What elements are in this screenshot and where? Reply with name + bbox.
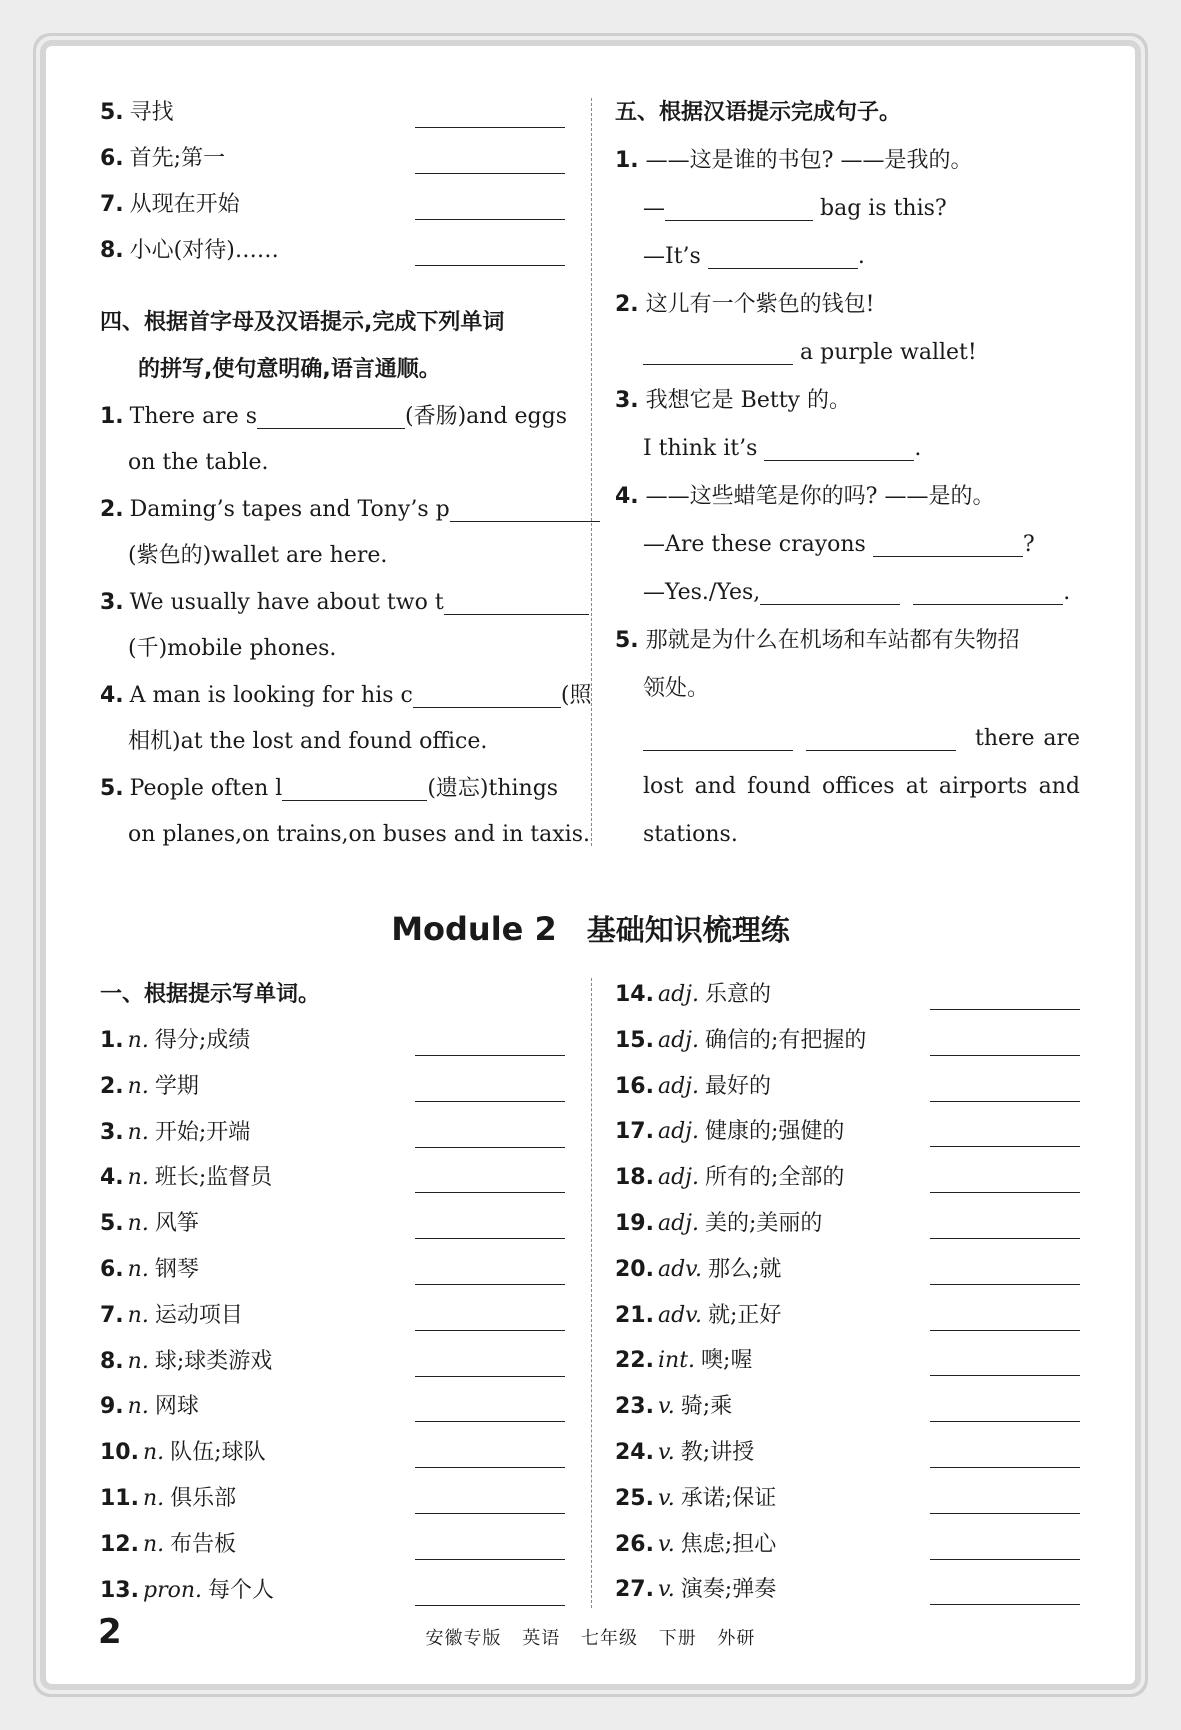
- item-number: 5.: [100, 776, 124, 801]
- item-text: 那么;就: [708, 1256, 782, 1282]
- s4-item-line2: on the table.: [128, 450, 269, 475]
- vocab-item: [615, 1293, 781, 1339]
- part-of-speech: v.: [657, 1440, 675, 1465]
- part-of-speech: v.: [657, 1577, 675, 1603]
- answer-blank[interactable]: [415, 1421, 565, 1422]
- item-text: 学期: [154, 1073, 199, 1099]
- item-number: 19.: [615, 1211, 654, 1236]
- item-number: 11.: [100, 1486, 139, 1511]
- vocab-item: [100, 1339, 272, 1385]
- s5-q5-line1-words: [975, 716, 1080, 762]
- vocab-item: [615, 1476, 776, 1522]
- s5-q4-line1: [643, 522, 1035, 568]
- vocab-item: [615, 1064, 771, 1110]
- item-text: 寻找: [129, 100, 174, 125]
- item-text: 焦虑;担心: [680, 1531, 777, 1557]
- part-of-speech: v.: [657, 1485, 675, 1511]
- s5-q4-prompt: [615, 474, 994, 520]
- answer-blank[interactable]: [415, 1376, 565, 1377]
- part-of-speech: n.: [142, 1531, 165, 1557]
- vocab-item: [100, 1430, 266, 1476]
- item-number: 1.: [100, 404, 124, 429]
- answer-blank[interactable]: [415, 1238, 565, 1239]
- item-number: 16.: [615, 1073, 654, 1099]
- vocab-item: [615, 1018, 866, 1064]
- item-number: 6.: [100, 146, 124, 171]
- module-title-en: Module 2: [391, 910, 557, 948]
- item-text: We usually have about two t: [129, 590, 444, 615]
- item-number: 8.: [100, 238, 124, 263]
- item-number: 7.: [100, 192, 124, 217]
- answer-blank[interactable]: [415, 219, 565, 220]
- item-text: (照: [560, 683, 592, 708]
- answer-blank[interactable]: [415, 1101, 565, 1102]
- answer-blank[interactable]: [930, 1284, 1080, 1285]
- s5-q4-num: 4.: [615, 484, 639, 509]
- answer-blank[interactable]: [930, 1055, 1080, 1056]
- item-number: 27.: [615, 1577, 654, 1603]
- item-number: 3.: [100, 590, 124, 615]
- s5-q4-l2b: .: [1063, 580, 1071, 605]
- vocab-item: [615, 1384, 732, 1430]
- answer-blank[interactable]: [415, 1192, 565, 1193]
- s5-q1-line1: [643, 186, 947, 232]
- item-number: 25.: [615, 1485, 654, 1511]
- vocab-item: [100, 1247, 199, 1293]
- answer-blank[interactable]: [930, 1192, 1080, 1193]
- part-of-speech: adj.: [657, 1165, 699, 1191]
- answer-blank[interactable]: [415, 1513, 565, 1514]
- vocab-item: [100, 228, 279, 274]
- vocab-item: [615, 1201, 822, 1247]
- part-of-speech: adj.: [657, 982, 699, 1007]
- word: are: [1043, 726, 1080, 751]
- vocab-item: [615, 1155, 844, 1201]
- module-title-zh: 基础知识梳理练: [586, 913, 790, 947]
- part-of-speech: n.: [127, 1302, 149, 1328]
- item-text: Daming’s tapes and Tony’s p: [129, 497, 450, 522]
- answer-blank[interactable]: [930, 1467, 1080, 1468]
- vocab-item: [100, 1568, 274, 1614]
- item-text: 乐意的: [705, 982, 772, 1007]
- column-divider-bottom: [591, 978, 592, 1608]
- answer-blank[interactable]: [257, 398, 405, 429]
- item-text: 钢琴: [154, 1257, 199, 1282]
- part-of-speech: n.: [142, 1440, 165, 1466]
- s5-q2-l1b: a purple wallet!: [800, 340, 977, 365]
- s5-q4-l1b: ?: [1022, 532, 1035, 557]
- part-of-speech: n.: [127, 1073, 149, 1099]
- s4-item-line1: [100, 487, 600, 533]
- part-of-speech: pron.: [142, 1577, 202, 1603]
- answer-blank[interactable]: [444, 584, 589, 615]
- s5-q1-prompt: [615, 138, 972, 184]
- item-text: 教;讲授: [680, 1440, 755, 1465]
- s4-item-line2: (千)mobile phones.: [128, 636, 337, 661]
- s5-q1-zh: ——这是谁的书包? ——是我的。: [645, 148, 973, 173]
- answer-blank[interactable]: [806, 720, 956, 751]
- s5-q5-prompt: [615, 618, 1020, 664]
- answer-blank[interactable]: [415, 1284, 565, 1285]
- part-of-speech: int.: [657, 1348, 696, 1374]
- item-number: 3.: [100, 1119, 124, 1145]
- item-number: 7.: [100, 1302, 124, 1328]
- s5-q3-line1: [643, 426, 921, 472]
- s4-item-line2: 相机)at the lost and found office.: [128, 729, 488, 754]
- s5-q3-num: 3.: [615, 388, 639, 413]
- item-number: 24.: [615, 1440, 654, 1465]
- item-number: 1.: [100, 1028, 124, 1053]
- item-text: 最好的: [705, 1073, 772, 1099]
- vocab-item: [615, 1247, 781, 1293]
- item-text: (遗忘)things: [427, 776, 559, 801]
- s5-q3-zh: 我想它是 Betty 的。: [645, 388, 851, 413]
- item-number: 13.: [100, 1577, 139, 1603]
- section4-title: 四、根据首字母及汉语提示,完成下列单词: [100, 310, 505, 335]
- vocab-item: [100, 1476, 236, 1522]
- item-text: 演奏;弹奏: [680, 1577, 777, 1603]
- part-of-speech: n.: [127, 1257, 149, 1282]
- item-text: 噢;喔: [701, 1348, 753, 1374]
- vocab-item: [100, 1155, 272, 1201]
- s4-item-line1: [100, 394, 567, 440]
- item-number: 23.: [615, 1394, 654, 1420]
- vocab-item: [100, 1110, 250, 1156]
- item-number: 4.: [100, 1165, 124, 1191]
- answer-blank[interactable]: [930, 1513, 1080, 1514]
- item-text: 美的;美丽的: [705, 1211, 823, 1236]
- part-of-speech: adv.: [657, 1256, 702, 1282]
- s5-q5-zh2: 领处。: [643, 676, 710, 701]
- answer-blank[interactable]: [764, 430, 914, 461]
- part-of-speech: adj.: [657, 1027, 699, 1053]
- part-of-speech: n.: [127, 1394, 149, 1420]
- item-text: 每个人: [208, 1577, 275, 1603]
- s5-q4-zh: ——这些蜡笔是你的吗? ——是的。: [645, 484, 995, 509]
- item-number: 21.: [615, 1302, 654, 1328]
- answer-blank[interactable]: [930, 1101, 1080, 1102]
- part-of-speech: n.: [127, 1211, 149, 1237]
- s5-q1-l2b: .: [857, 244, 865, 269]
- item-number: 22.: [615, 1348, 654, 1374]
- item-text: 就;正好: [708, 1302, 782, 1328]
- answer-blank[interactable]: [415, 1147, 565, 1148]
- item-text: 开始;开端: [154, 1119, 251, 1145]
- part-of-speech: n.: [127, 1028, 149, 1053]
- answer-blank[interactable]: [760, 574, 900, 605]
- s5-q2-num: 2.: [615, 292, 639, 317]
- vocab-item: [615, 1338, 752, 1384]
- s5-q4-l2a: —Yes./Yes,: [643, 580, 761, 605]
- part-of-speech: v.: [657, 1394, 675, 1420]
- item-number: 5.: [100, 1211, 124, 1237]
- page-number: 2: [98, 1612, 122, 1652]
- s5-q4-line2: [643, 570, 1070, 616]
- s5-q3-l1b: .: [914, 436, 922, 461]
- s5-q4-l1a: —Are these crayons: [643, 532, 866, 557]
- item-number: 2.: [100, 497, 124, 522]
- item-number: 10.: [100, 1440, 139, 1466]
- item-number: 2.: [100, 1073, 124, 1099]
- item-number: 6.: [100, 1257, 124, 1282]
- word: and: [694, 774, 736, 799]
- s5-q1-l1a: —: [643, 196, 665, 221]
- answer-blank[interactable]: [873, 526, 1023, 557]
- vocab-item: [100, 1201, 199, 1247]
- item-text: People often l: [129, 776, 283, 801]
- item-text: 布告板: [170, 1531, 237, 1557]
- item-number: 20.: [615, 1256, 654, 1282]
- item-text: 俱乐部: [170, 1486, 237, 1511]
- answer-blank[interactable]: [415, 127, 565, 128]
- s5-q5-num: 5.: [615, 628, 639, 653]
- item-number: 9.: [100, 1394, 124, 1420]
- s4-item-line2: on planes,on trains,on buses and in taxis.: [128, 822, 590, 847]
- s5-q5-zh1: 那就是为什么在机场和车站都有失物招: [645, 628, 1020, 653]
- item-number: 14.: [615, 982, 654, 1007]
- vocab-item: [615, 972, 771, 1018]
- vocab-item: [100, 1384, 199, 1430]
- item-text: 运动项目: [154, 1302, 243, 1328]
- item-text: 队伍;球队: [170, 1440, 266, 1466]
- part-of-speech: adj.: [657, 1211, 699, 1236]
- vocab-item: [615, 1567, 776, 1613]
- word: and: [1038, 774, 1080, 799]
- answer-blank[interactable]: [450, 491, 600, 522]
- part-of-speech: v.: [657, 1531, 675, 1557]
- item-text: There are s: [129, 404, 257, 429]
- s5-q2-prompt: [615, 282, 875, 328]
- item-text: 得分;成绩: [154, 1028, 251, 1053]
- item-text: (香肠)and eggs: [405, 404, 568, 429]
- answer-blank[interactable]: [415, 173, 565, 174]
- answer-blank[interactable]: [415, 1559, 565, 1560]
- answer-blank[interactable]: [708, 238, 858, 269]
- item-number: 4.: [100, 683, 124, 708]
- word: found: [747, 774, 811, 799]
- vocab-item: [615, 1109, 844, 1155]
- word: offices: [822, 774, 895, 799]
- item-number: 17.: [615, 1119, 654, 1145]
- answer-blank[interactable]: [930, 1421, 1080, 1422]
- item-number: 18.: [615, 1165, 654, 1191]
- part-of-speech: n.: [127, 1119, 149, 1145]
- vocab-item: [100, 1064, 199, 1110]
- item-text: 班长;监督员: [154, 1165, 273, 1191]
- item-text: 首先;第一: [129, 146, 226, 171]
- answer-blank[interactable]: [930, 1375, 1080, 1376]
- item-text: 网球: [154, 1394, 199, 1420]
- answer-blank[interactable]: [930, 1238, 1080, 1239]
- section1-title: 一、根据提示写单词。: [100, 982, 321, 1007]
- answer-blank[interactable]: [913, 574, 1063, 605]
- column-divider-top: [591, 98, 592, 846]
- s5-q3-l1a: I think it’s: [643, 436, 758, 461]
- answer-blank[interactable]: [415, 1605, 565, 1606]
- part-of-speech: adj.: [657, 1119, 699, 1145]
- vocab-item: [615, 1430, 754, 1476]
- vocab-item: [615, 1522, 776, 1568]
- part-of-speech: n.: [127, 1165, 149, 1191]
- vocab-item: [100, 182, 240, 228]
- vocab-item: [100, 136, 225, 182]
- s5-q1-line2: [643, 234, 865, 280]
- item-text: 从现在开始: [129, 192, 240, 217]
- part-of-speech: n.: [142, 1486, 165, 1511]
- vocab-item: [100, 1018, 250, 1064]
- s5-q5-line2: [643, 764, 1080, 810]
- s5-q1-l1b: bag is this?: [820, 196, 947, 221]
- item-text: 小心(对待)……: [129, 238, 279, 263]
- item-text: 骑;乘: [680, 1394, 733, 1420]
- s5-q3-prompt: [615, 378, 851, 424]
- s5-q5-line3: stations.: [643, 822, 738, 847]
- item-number: 15.: [615, 1027, 654, 1053]
- s4-item-line2: (紫色的)wallet are here.: [128, 543, 388, 568]
- answer-blank[interactable]: [415, 1330, 565, 1331]
- item-number: 8.: [100, 1348, 124, 1374]
- s5-q2-zh: 这儿有一个紫色的钱包!: [645, 292, 875, 317]
- answer-blank[interactable]: [282, 770, 427, 801]
- word: lost: [643, 774, 684, 799]
- answer-blank[interactable]: [643, 720, 793, 751]
- s5-q1-num: 1.: [615, 148, 639, 173]
- s4-item-line1: [100, 766, 558, 812]
- part-of-speech: n.: [127, 1348, 149, 1374]
- vocab-item: [100, 90, 174, 136]
- answer-blank[interactable]: [413, 677, 561, 708]
- vocab-item: [100, 1522, 236, 1568]
- item-text: 确信的;有把握的: [705, 1027, 867, 1053]
- answer-blank[interactable]: [415, 1055, 565, 1056]
- answer-blank[interactable]: [930, 1559, 1080, 1560]
- s4-item-line1: [100, 580, 589, 626]
- module-title: [0, 908, 1181, 949]
- answer-blank[interactable]: [415, 265, 565, 266]
- word: at: [905, 774, 928, 799]
- item-number: 26.: [615, 1531, 654, 1557]
- word: there: [975, 726, 1035, 751]
- answer-blank[interactable]: [643, 334, 793, 365]
- item-text: 球;球类游戏: [154, 1348, 273, 1374]
- section4-title-cont: 的拼写,使句意明确,语言通顺。: [138, 357, 441, 382]
- part-of-speech: adv.: [657, 1302, 702, 1328]
- section5-title: 五、根据汉语提示完成句子。: [615, 100, 902, 125]
- word: airports: [938, 774, 1028, 799]
- answer-blank[interactable]: [930, 1604, 1080, 1605]
- item-text: 所有的;全部的: [705, 1165, 845, 1191]
- s5-q5-line1-blanks: [643, 716, 956, 762]
- item-number: 12.: [100, 1531, 139, 1557]
- answer-blank[interactable]: [930, 1009, 1080, 1010]
- item-text: 健康的;强健的: [705, 1119, 845, 1145]
- s5-q1-l2a: —It’s: [643, 244, 701, 269]
- item-text: 风筝: [154, 1211, 199, 1237]
- s4-item-line1: [100, 673, 591, 719]
- part-of-speech: adj.: [657, 1073, 699, 1099]
- item-text: 承诺;保证: [680, 1485, 777, 1511]
- item-text: A man is looking for his c: [129, 683, 413, 708]
- s5-q2-line1: [643, 330, 977, 376]
- answer-blank[interactable]: [665, 190, 813, 221]
- answer-blank[interactable]: [930, 1146, 1080, 1147]
- answer-blank[interactable]: [415, 1467, 565, 1468]
- answer-blank[interactable]: [930, 1330, 1080, 1331]
- footer-text: 安徽专版 英语 七年级 下册 外研: [425, 1628, 756, 1649]
- item-number: 5.: [100, 100, 124, 125]
- vocab-item: [100, 1293, 243, 1339]
